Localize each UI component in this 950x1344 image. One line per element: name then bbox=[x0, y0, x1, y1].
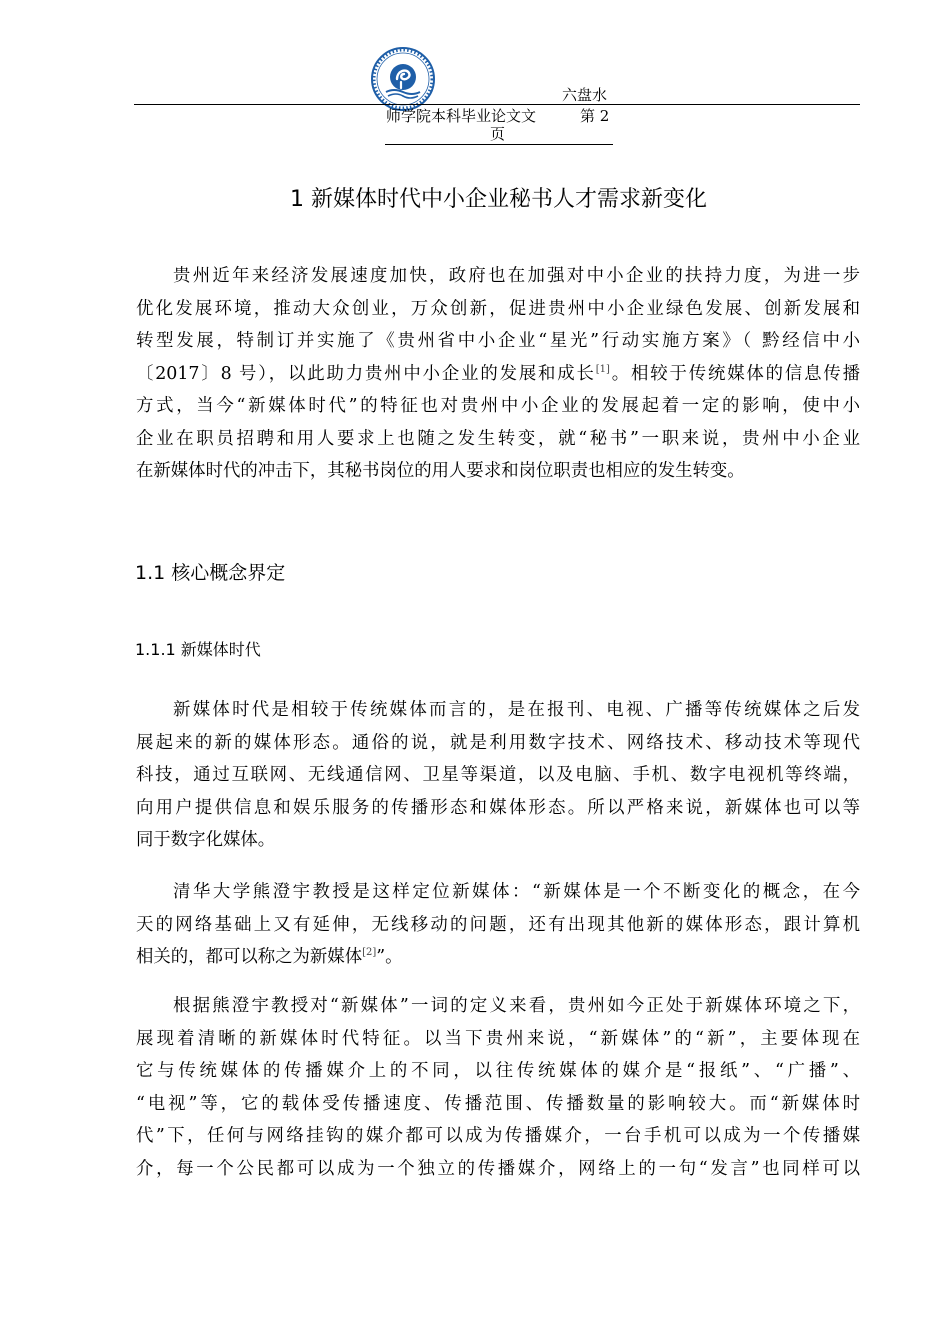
text-line: 根据熊澄宇教授对“新媒体”一词的定义来看，贵州如今正处于新媒体环境之下， bbox=[173, 996, 860, 1016]
text-line: 优化发展环境，推动大众创业，万众创新，促进贵州中小企业绿色发展、创新发展和 bbox=[136, 298, 860, 319]
text-line: 贵州近年来经济发展速度加快，政府也在加强对中小企业的扶持力度，为进一步 bbox=[173, 266, 860, 286]
text-line: 新媒体时代是相较于传统媒体而言的，是在报刊、电视、广播等传统媒体之后发 bbox=[173, 700, 860, 720]
header-school-name: 六盘水 bbox=[562, 86, 608, 104]
header-document-type bbox=[386, 107, 536, 125]
text-line: 它与传统媒体的传播媒介上的不同，以往传统媒体的媒介是“报纸”、“广播”、 bbox=[136, 1061, 860, 1081]
text-line: 同于数字化媒体。 bbox=[136, 830, 276, 850]
section-heading: 1.1 核心概念界定 bbox=[135, 562, 286, 584]
header-rule-bottom bbox=[385, 144, 613, 145]
text-line: 科技，通过互联网、无线通信网、卫星等渠道，以及电脑、手机、数字电视机等终端， bbox=[136, 765, 860, 785]
text-line: 代”下，任何与网络挂钩的媒介都可以成为传播媒介，一台手机可以成为一个传播媒 bbox=[136, 1126, 860, 1146]
university-seal-logo bbox=[370, 46, 436, 112]
paragraph-intro bbox=[136, 260, 860, 488]
paragraph-analysis bbox=[136, 990, 860, 1185]
text-line: 展现着清晰的新媒体时代特征。以当下贵州来说，“新媒体”的“新”，主要体现在 bbox=[136, 1028, 860, 1049]
text-fragment: 。相较于传统媒体的信息传播 bbox=[609, 363, 860, 384]
text-fragment: 〔2017〕8 号），以此助力贵州中小企业的发展和成长 bbox=[136, 363, 596, 384]
paragraph-definition bbox=[136, 694, 860, 857]
text-line: 介，每一个公民都可以成为一个独立的传播媒介，网络上的一句“发言”也同样可以 bbox=[136, 1158, 860, 1179]
chapter-title: 1 新媒体时代中小企业秘书人才需求新变化 bbox=[290, 187, 707, 212]
citation-ref-1: [1] bbox=[595, 363, 610, 375]
text-line bbox=[136, 358, 860, 391]
header-page-number: 第 2 bbox=[580, 107, 610, 125]
header-doc-main: 师学院本科毕业论文 bbox=[386, 107, 522, 125]
text-line: 展起来的新的媒体形态。通俗的说，就是利用数字技术、网络技术、移动技术等现代 bbox=[136, 732, 860, 753]
text-line: 向用户提供信息和娱乐服务的传播形态和媒体形态。所以严格来说，新媒体也可以等 bbox=[136, 797, 860, 818]
subsection-heading: 1.1.1 新媒体时代 bbox=[135, 640, 261, 659]
text-fragment: 相关的，都可以称之为新媒体 bbox=[136, 947, 363, 967]
text-line: 方式，当今“新媒体时代”的特征也对贵州中小企业的发展起着一定的影响，使中小 bbox=[136, 396, 860, 416]
text-fragment: ”。 bbox=[376, 947, 403, 967]
text-line: 清华大学熊澄宇教授是这样定位新媒体：“新媒体是一个不断变化的概念，在今 bbox=[173, 882, 860, 902]
text-line: 转型发展，特制订并实施了《贵州省中小企业“星光”行动实施方案》（ 黔经信中小 bbox=[136, 331, 860, 351]
text-line: 天的网络基础上又有延伸，无线移动的问题，还有出现其他新的媒体形态，跟计算机 bbox=[136, 914, 860, 935]
paragraph-quote bbox=[136, 876, 860, 974]
header-doc-tail: 文 bbox=[521, 107, 537, 125]
header-page-suffix: 页 bbox=[490, 125, 506, 143]
text-line: “电视”等，它的载体受传播速度、传播范围、传播数量的影响较大。而“新媒体时 bbox=[136, 1093, 860, 1114]
text-line: 在新媒体时代的冲击下，其秘书岗位的用人要求和岗位职责也相应的发生转变。 bbox=[136, 461, 745, 481]
text-line: 企业在职员招聘和用人要求上也随之发生转变，就“秘书”一职来说，贵州中小企业 bbox=[136, 428, 860, 449]
header-rule-top bbox=[134, 104, 860, 105]
citation-ref-2: [2] bbox=[362, 947, 377, 958]
text-line bbox=[136, 941, 860, 974]
